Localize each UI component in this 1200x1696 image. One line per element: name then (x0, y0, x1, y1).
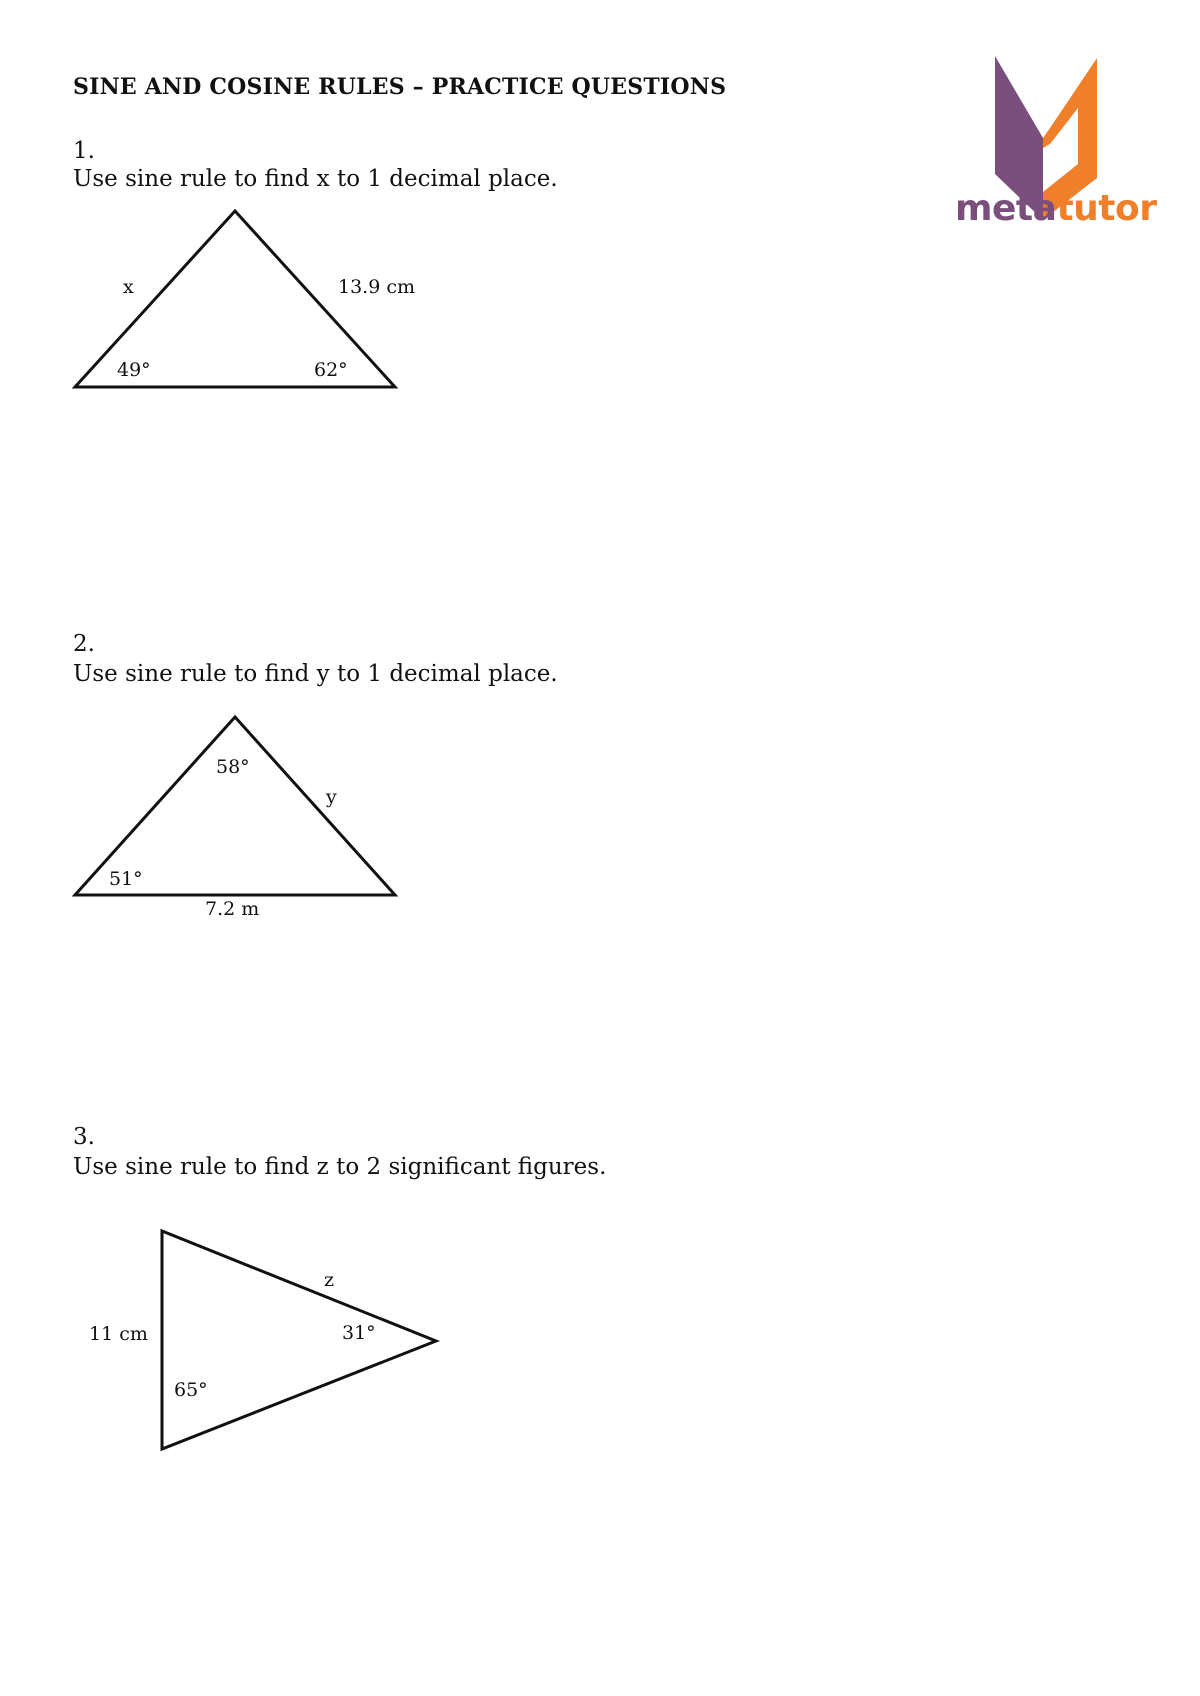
q3-angle-right-label: 31° (342, 1322, 376, 1344)
triangle-3-shape (162, 1231, 436, 1449)
page-title: SINE AND COSINE RULES – PRACTICE QUESTIONS (73, 74, 727, 100)
q3-side-z-label: z (324, 1269, 335, 1291)
q2-side-bottom-label: 7.2 m (205, 898, 260, 920)
q2-side-y-label: y (326, 786, 337, 808)
q1-angle-right-label: 62° (314, 359, 348, 381)
q1-side-x-label: x (123, 276, 134, 298)
logo-word-tutor: tutor (1056, 188, 1157, 229)
q3-side-left-label: 11 cm (89, 1323, 148, 1345)
question-2-text: Use sine rule to find y to 1 decimal place. (73, 661, 558, 687)
logo-word-meta: meta (955, 188, 1057, 229)
q2-angle-top-label: 58° (216, 756, 250, 778)
q1-angle-left-label: 49° (117, 359, 151, 381)
q2-angle-left-label: 51° (109, 868, 143, 890)
question-3-number: 3. (73, 1124, 95, 1150)
q1-side-right-label: 13.9 cm (338, 276, 416, 298)
q3-angle-bottom-label: 65° (174, 1379, 208, 1401)
question-3-text: Use sine rule to find z to 2 significant figures. (73, 1154, 607, 1180)
question-1-text: Use sine rule to find x to 1 decimal place. (73, 166, 558, 192)
question-2-number: 2. (73, 631, 95, 657)
question-1-number: 1. (73, 138, 95, 164)
